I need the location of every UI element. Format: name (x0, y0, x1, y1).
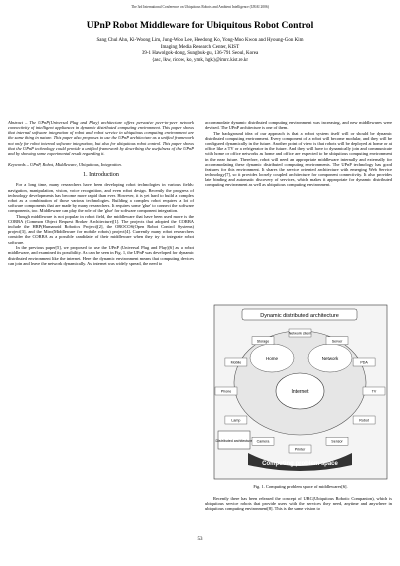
intro-paragraph-1: For a long time, many researchers have been developing robot technologies in various fields: navigation, manipulation, vision, voice recognition, and even robot design. Recently the progress of technology developments has become more rapid than ever. However, it is yet hard to build a complex robot as a combination of those various technologies. Building a complex robot requires a lot of software components that are made by many researchers. It requires some 'glue' to connect the software components, too. Middleware can play the role of the 'glue' for software component integration. (8, 182, 194, 214)
figure-node-label: Storage (256, 339, 270, 344)
right-paragraph-1: accommodate dynamic distributed computing environment was increasing, and new middlewares were devised. The UPnP architecture is one of them. (205, 120, 392, 131)
right-column-bottom (205, 496, 392, 512)
bottom-banner-label: Computing problem space (262, 461, 338, 467)
conference-header: The 3rd International Conference on Ubiquitous Robots and Ambient Intelligence (URAI 2006) (131, 5, 269, 9)
paper-title: UPnP Robot Middleware for Ubiquitous Robot Control (86, 20, 314, 31)
right-column (205, 120, 392, 188)
intro-paragraph-2: Though middleware is not popular in robot field, the middleware that have been used more is the CORBA (Common Object Request Broker Architecture)[1]. The projects that adopted the CORBA include the HRP(Humanoid Robotics Project)[2], the OROCOS(Open Robot Control Systems) project[3], and the Miro(Middleware for mobile robots) project[4]. Currently many robot researchers consider the CORBA as a possible candidate of their middleware when they try to integrate robot software. (8, 213, 194, 245)
email: {asc, lkw, ricow, ko, ymk, hgk}@imrc.kist.re.kr (151, 57, 249, 63)
right-paragraph-2: The background idea of our approach is that a robot system itself will or should be dynamic distributed computing environment. Every component of a robot will become modular, and they will be configured dynamically in the future. Another point of view is that robots will be deployed at home or at office like a TV or a refrigerator in the future. And they will have to dynamically join and communicate with home or office networks as home and office are expected to be ubiquitous computing environment in the near future. Therefore, robot will need an appropriate middleware internally and externally for accommodating these dynamic distributed computing environments. The UPnP technology has good features for this environment. It shares the service oriented architecture with emerging Web Service technology[7], so it provides loosely coupled architecture for component connectivity. It also provides late binding and automatic discovery of services, which makes it appropriate for dynamic distributed computing environment as well as ubiquitous computing environment. (205, 130, 392, 188)
page-number: 53 (197, 537, 203, 542)
address: 39-1 Hawolgok-dong, Sungbuk-gu, 136-791 Seoul, Korea (141, 51, 259, 56)
cloud-home-label: Home (265, 356, 279, 361)
left-column (8, 120, 194, 266)
intro-paragraph-3: In the previous paper[5], we proposed to use the UPnP (Universal Plug and Play)[6] as a robot middleware, and examined its possibility. As can be seen in Fig. 1, the UPnP was developed for dynamic distributed environment like the internet. Here the dynamic environment means that computing devices can join and leave the network dynamically. As internet was widely spread, the need to (8, 245, 195, 266)
center-label: Internet (291, 389, 309, 395)
figure-node-label: PDA (360, 360, 368, 365)
figure-node-label: Printer (294, 447, 306, 452)
figure-node-label: Phone (220, 389, 232, 394)
affiliation: Imaging Media Research Center, KIST (160, 44, 240, 50)
figure-node-label: TV (371, 389, 377, 394)
figure-node-label: Robot (359, 418, 369, 423)
figure-1 (212, 303, 389, 483)
figure-title: Dynamic distributed architecture (260, 313, 339, 319)
abstract: Abstract – The UPnP(Universal Plug and Play) architecture offers pervasive peer-to-peer network connectivity of intelligent appliances in dynamic distributed computing environment. This paper shows that internal software integration of robot and robot service in ubiquitous computing environment are the same thing in nature. This paper also proposes to use the UPnP architecture as a unified framework not only for robot internal software integration, but also for ubiquitous robot control. This paper shows that the UPnP technology could provide a unified framework by describing the usefulness of the UPnP and by showing some experimental result regarding it. (8, 120, 194, 156)
section-heading-introduction: 1. Introduction (83, 172, 119, 179)
right-paragraph-3: Recently there has been released the concept of URC(Ubiquitous Robotic Companion), which is ubiquitous service robots that provide users with the services they need, anytime and anywhere in ubiquitous computing environment[8]. This is the same vision to (205, 496, 392, 512)
figure-node-label: Mobile (230, 360, 242, 365)
figure-node-label: Camera (256, 439, 270, 444)
left-box-label: Distributed architecture (215, 439, 253, 443)
figure-caption: Fig. 1. Computing problem space of middlewares[6]. (253, 484, 348, 489)
keywords: Keywords – UPnP, Robot, Middleware, Ubiquitous, Integration. (8, 162, 122, 168)
figure-node-label: Server (331, 339, 343, 344)
cloud-network-label: Network (321, 356, 339, 361)
authors: Sang Chul Ahn, Ki-Woong Lim, Jung-Woo Lee, Heedong Ko, Yong-Moo Kwon and Hyoung-Gon Kim (96, 38, 304, 43)
figure-1-diagram (212, 303, 389, 483)
figure-node-label: Lamp (231, 418, 241, 423)
figure-node-label: Network client (288, 331, 312, 336)
figure-node-label: Sensor (331, 439, 343, 444)
